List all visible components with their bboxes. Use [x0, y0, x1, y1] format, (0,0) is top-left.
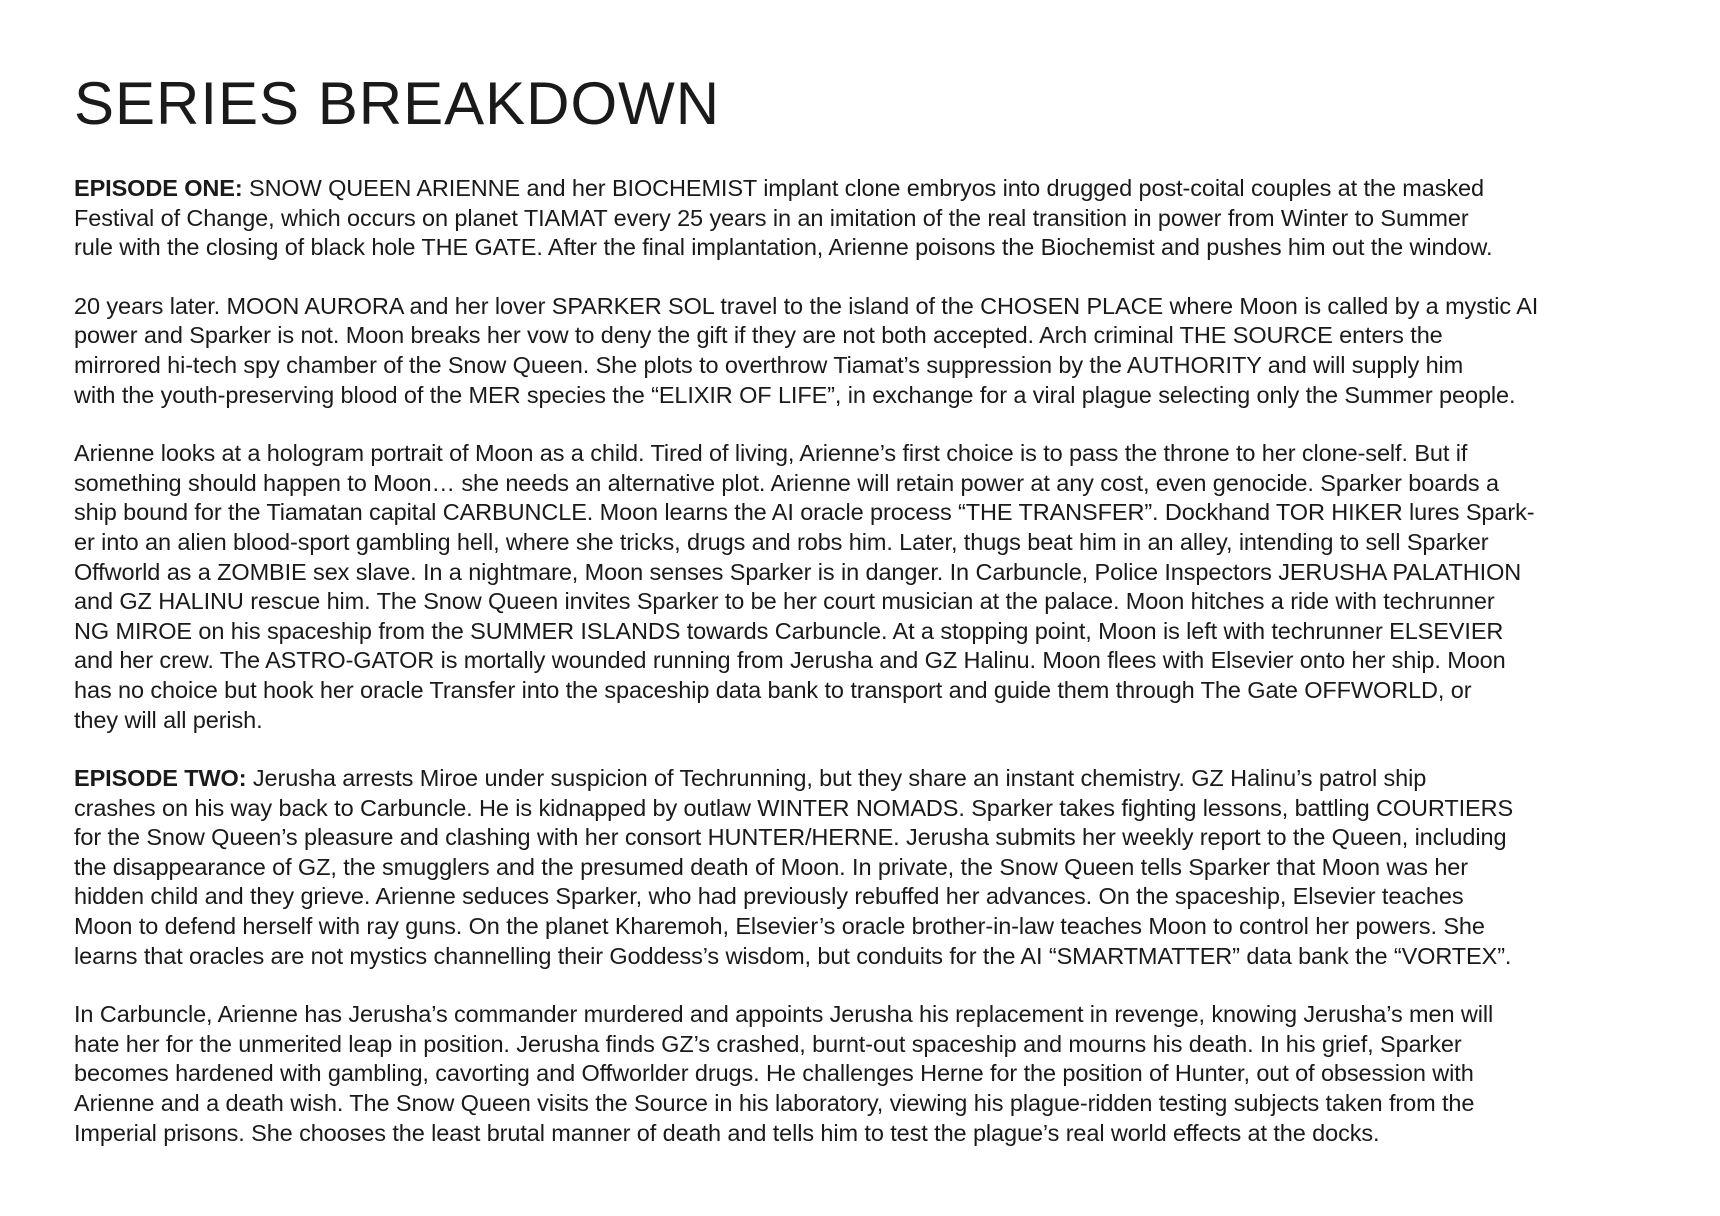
text-line: [74, 1000, 1674, 1030]
text-line: [74, 204, 1674, 234]
line-text: er into an alien blood-sport gambling hell, where she tricks, drugs and robs him. Later, thugs beat him in an alley, intending to sell Sparker: [74, 528, 1489, 555]
line-text: Festival of Change, which occurs on planet TIAMAT every 25 years in an imitation of the real transition in power from Winter to Summer: [74, 204, 1469, 231]
text-line: [74, 381, 1674, 411]
text-line: [74, 1089, 1674, 1119]
line-text: 20 years later. MOON AURORA and her lover SPARKER SOL travel to the island of the CHOSEN PLACE where Moon is called by a mystic AI: [74, 292, 1539, 319]
paragraph: [74, 439, 1674, 735]
text-line: [74, 646, 1674, 676]
line-text: Arienne looks at a hologram portrait of Moon as a child. Tired of living, Arienne’s first choice is to pass the throne to her clone-self. But if: [74, 440, 1468, 467]
line-text: rule with the closing of black hole THE GATE. After the final implantation, Arienne poisons the Biochemist and pushes him out the window.: [74, 234, 1493, 261]
line-text: Moon to defend herself with ray guns. On the planet Kharemoh, Elsevier’s oracle brother-in-law teaches Moon to control her powers. She: [74, 913, 1485, 940]
text-line: [74, 764, 1674, 794]
line-text: hate her for the unmerited leap in position. Jerusha finds GZ’s crashed, burnt-out spaceship and mourns his death. In his grief, Sparker: [74, 1030, 1462, 1057]
line-text: learns that oracles are not mystics channelling their Goddess’s wisdom, but conduits for the AI “SMARTMATTER” data bank the “VORTEX”.: [74, 942, 1512, 969]
line-text: mirrored hi-tech spy chamber of the Snow Queen. She plots to overthrow Tiamat’s suppression by the AUTHORITY and will supply him: [74, 351, 1464, 378]
document-page: [74, 66, 1674, 1177]
text-line: [74, 794, 1674, 824]
text-line: [74, 1059, 1674, 1089]
line-text: becomes hardened with gambling, cavorting and Offworlder drugs. He challenges Herne for the position of Hunter, out of obsession with: [74, 1060, 1474, 1087]
text-line: [74, 853, 1674, 883]
text-line: [74, 617, 1674, 647]
text-line: [74, 498, 1674, 528]
text-line: [74, 469, 1674, 499]
text-line: [74, 587, 1674, 617]
line-text: Offworld as a ZOMBIE sex slave. In a nightmare, Moon senses Sparker is in danger. In Carbuncle, Police Inspectors JERUSHA PALATHION: [74, 558, 1522, 585]
line-text: and her crew. The ASTRO-GATOR is mortally wounded running from Jerusha and GZ Halinu. Moon flees with Elsevier onto her ship. Moon: [74, 647, 1506, 674]
paragraph: [74, 764, 1674, 971]
line-text: hidden child and they grieve. Arienne seduces Sparker, who had previously rebuffed her advances. On the spaceship, Elsevier teaches: [74, 883, 1464, 910]
line-text: has no choice but hook her oracle Transfer into the spaceship data bank to transport and guide them through The Gate OFFWORLD, or: [74, 676, 1472, 703]
line-text: Jerusha arrests Miroe under suspicion of Techrunning, but they share an instant chemistry. GZ Halinu’s patrol ship: [246, 765, 1427, 792]
line-text: they will all perish.: [74, 706, 263, 733]
line-text: Arienne and a death wish. The Snow Queen visits the Source in his laboratory, viewing his plague-ridden testing subjects taken from the: [74, 1090, 1475, 1117]
line-text: NG MIROE on his spaceship from the SUMMER ISLANDS towards Carbuncle. At a stopping point, Moon is left with techrunner ELSEVIER: [74, 617, 1504, 644]
line-text: ship bound for the Tiamatan capital CARBUNCLE. Moon learns the AI oracle process “THE TRANSFER”. Dockhand TOR HIKER lures Spark-: [74, 499, 1535, 526]
line-text: SNOW QUEEN ARIENNE and her BIOCHEMIST implant clone embryos into drugged post-coital couples at the masked: [242, 175, 1484, 201]
episode-heading: EPISODE TWO:: [74, 765, 247, 792]
text-line: [74, 912, 1674, 942]
page-title: SERIES BREAKDOWN: [74, 70, 721, 137]
text-line: [74, 706, 1674, 736]
line-text: power and Sparker is not. Moon breaks her vow to deny the gift if they are not both accepted. Arch criminal THE SOURCE enters the: [74, 322, 1443, 349]
text-line: [74, 1030, 1674, 1060]
text-line: [74, 882, 1674, 912]
paragraph: [74, 292, 1674, 410]
text-line: [74, 439, 1674, 469]
document-body: [74, 174, 1674, 1148]
text-line: [74, 351, 1674, 381]
line-text: with the youth-preserving blood of the MER species the “ELIXIR OF LIFE”, in exchange for a viral plague selecting only the Summer people.: [74, 381, 1516, 408]
text-line: [74, 528, 1674, 558]
text-line: [74, 321, 1674, 351]
line-text: and GZ HALINU rescue him. The Snow Queen invites Sparker to be her court musician at the palace. Moon hitches a ride with techrunner: [74, 588, 1495, 615]
text-line: [74, 174, 1674, 204]
text-line: [74, 1119, 1674, 1149]
text-line: [74, 942, 1674, 972]
text-line: [74, 823, 1674, 853]
text-line: [74, 676, 1674, 706]
text-line: [74, 233, 1674, 263]
line-text: Imperial prisons. She chooses the least brutal manner of death and tells him to test the plague’s real world effects at the docks.: [74, 1119, 1380, 1146]
line-text: In Carbuncle, Arienne has Jerusha’s commander murdered and appoints Jerusha his replacement in revenge, knowing Jerusha’s men will: [74, 1001, 1494, 1028]
line-text: something should happen to Moon… she needs an alternative plot. Arienne will retain power at any cost, even genocide. Sparker boards a: [74, 469, 1499, 496]
paragraph: [74, 1000, 1674, 1148]
line-text: crashes on his way back to Carbuncle. He is kidnapped by outlaw WINTER NOMADS. Sparker takes fighting lessons, battling COURTIERS: [74, 794, 1514, 821]
text-line: [74, 292, 1674, 322]
line-text: the disappearance of GZ, the smugglers and the presumed death of Moon. In private, the Snow Queen tells Sparker that Moon was her: [74, 853, 1468, 880]
episode-heading: EPISODE ONE:: [74, 175, 243, 201]
text-line: [74, 558, 1674, 588]
paragraph: [74, 174, 1674, 263]
line-text: for the Snow Queen’s pleasure and clashing with her consort HUNTER/HERNE. Jerusha submits her weekly report to the Queen, including: [74, 824, 1507, 851]
